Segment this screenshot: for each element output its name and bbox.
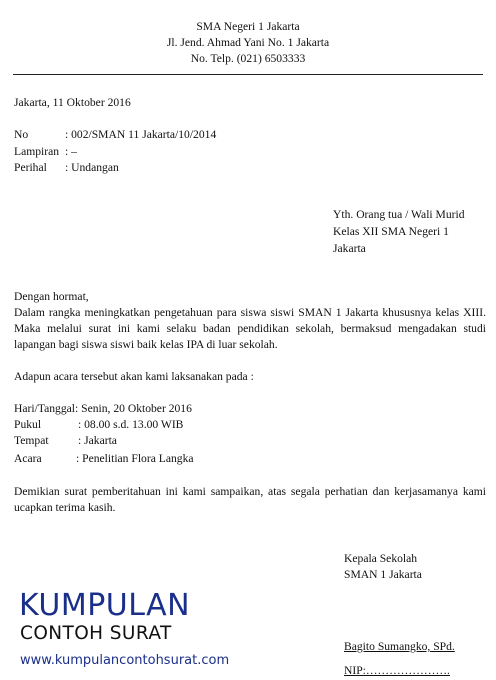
signature-name: Bagito Sumangko, SPd. xyxy=(344,640,455,653)
closing-paragraph: Demikian surat pemberitahuan ini kami sampaikan, atas segala perhatian dan kerjasamanya kami ucapkan terima kasih. xyxy=(14,485,486,514)
watermark-subtitle: CONTOH SURAT xyxy=(20,623,172,644)
recipient-line2: Kelas XII SMA Negeri 1 xyxy=(333,225,449,238)
meta-lampiran-label: Lampiran xyxy=(14,145,60,158)
schedule-hari-value: : Senin, 20 Oktober 2016 xyxy=(75,402,192,415)
letterhead-phone: No. Telp. (021) 6503333 xyxy=(190,52,306,65)
signature-nip: NIP:…………………. xyxy=(344,664,450,677)
signature-title1: Kepala Sekolah xyxy=(344,552,418,565)
watermark-url: www.kumpulancontohsurat.com xyxy=(20,653,230,668)
letterhead-address: Jl. Jend. Ahmad Yani No. 1 Jakarta xyxy=(166,36,330,49)
schedule-acara-value: : Penelitian Flora Langka xyxy=(76,452,194,465)
meta-perihal-label: Perihal xyxy=(14,161,47,174)
schedule-pukul-value: : 08.00 s.d. 13.00 WIB xyxy=(78,418,184,431)
signature-title2: SMAN 1 Jakarta xyxy=(344,568,422,581)
meta-perihal-value: : Undangan xyxy=(65,161,119,174)
schedule-tempat xyxy=(14,434,117,448)
greeting: Dengan hormat, xyxy=(14,290,89,303)
recipient-line1: Yth. Orang tua / Wali Murid xyxy=(333,208,465,221)
letterhead-school: SMA Negeri 1 Jakarta xyxy=(196,20,300,33)
meta-perihal xyxy=(14,161,119,175)
meta-lampiran xyxy=(14,145,77,159)
schedule-hari-label: Hari/Tanggal xyxy=(14,402,75,415)
letter-date: Jakarta, 11 Oktober 2016 xyxy=(14,96,131,109)
schedule-tempat-value: : Jakarta xyxy=(78,434,117,447)
schedule-acara-label: Acara xyxy=(14,452,42,465)
schedule-acara xyxy=(14,452,194,466)
body-paragraph: Dalam rangka meningkatkan pengetahuan para siswa siswi SMAN 1 Jakarta khususnya kelas XIII. Maka melalui surat ini kami selaku badan pendidikan sekolah, bermaksud mengadakan studi lapangan bagi siswa siswi baik kelas IPA di luar sekolah. xyxy=(14,306,486,351)
meta-no-value: : 002/SMAN 11 Jakarta/10/2014 xyxy=(65,128,217,141)
meta-lampiran-value: : – xyxy=(65,145,77,158)
meta-no xyxy=(14,128,216,142)
recipient-line3: Jakarta xyxy=(333,242,366,255)
meta-no-label: No xyxy=(14,128,29,141)
letterhead-divider xyxy=(13,74,483,75)
schedule-tempat-label: Tempat xyxy=(14,434,49,447)
schedule-hari xyxy=(14,402,192,416)
watermark-title: KUMPULAN xyxy=(19,588,191,623)
schedule-pukul-label: Pukul xyxy=(14,418,42,431)
schedule-intro: Adapun acara tersebut akan kami laksanakan pada : xyxy=(14,370,254,383)
schedule-pukul xyxy=(14,418,183,432)
